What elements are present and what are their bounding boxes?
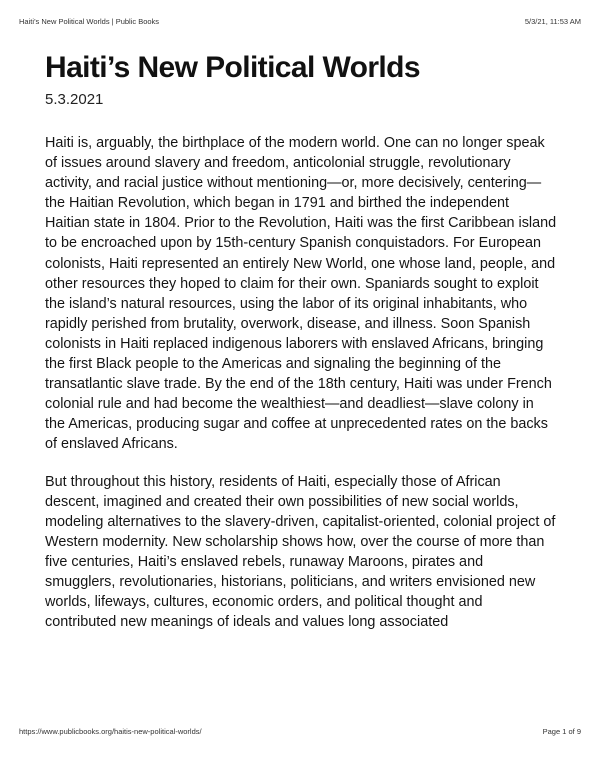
- article: [45, 50, 557, 649]
- article-title: Haiti’s New Political Worlds: [45, 51, 420, 84]
- print-footer: [19, 727, 581, 736]
- article-paragraph: Haiti is, arguably, the birthplace of the modern world. One can no longer speak of issues around slavery and freedom, anticolonial struggle, revolutionary activity, and racial justice without mentioning—or, more decisively, centering—the Haitian Revolution, which began in 1791 and birthed the independent Haitian state in 1804. Prior to the Revolution, Haiti was the first Caribbean island to be encroached upon by 15th-century Spanish conquistadors. For European colonists, Haiti represented an entirely New World, one whose land, people, and other resources they hoped to claim for their own. Spaniards sought to exploit the island’s natural resources, using the labor of its original inhabitants, who rapidly perished from brutality, overwork, disease, and illness. Soon Spanish colonists in Haiti replaced indigenous laborers with enslaved Africans, bringing the first Black people to the Americas and signaling the beginning of the transatlantic slave trade. By the end of the 18th century, Haiti was under French colonial rule and had become the wealthiest—and deadliest—slave colony in the Americas, producing sugar and coffee at unprecedented rates on the backs of enslaved Africans.: [45, 135, 557, 453]
- print-header: [19, 17, 581, 26]
- article-paragraph: But throughout this history, residents of Haiti, especially those of African descent, imagined and created their own possibilities of new social worlds, modeling alternatives to the slavery-driven, capitalist-oriented, colonial project of Western modernity. New scholarship shows how, over the course of more than five centuries, Haiti’s enslaved rebels, runaway Maroons, pirates and smugglers, revolutionaries, historians, politicians, and writers envisioned new worlds, lifeways, cultures, economic orders, and political thought and contributed new meanings of ideals and values long associated: [45, 473, 556, 631]
- article-body: [45, 133, 557, 632]
- print-footer-url[interactable]: https://www.publicbooks.org/haitis-new-political-worlds/: [19, 727, 202, 736]
- print-header-page-title: Haiti’s New Political Worlds | Public Books: [19, 17, 160, 26]
- page-indicator: Page 1 of 9: [542, 727, 581, 736]
- print-header-datetime: 5/3/21, 11:53 AM: [524, 17, 581, 26]
- article-date: 5.3.2021: [45, 91, 104, 108]
